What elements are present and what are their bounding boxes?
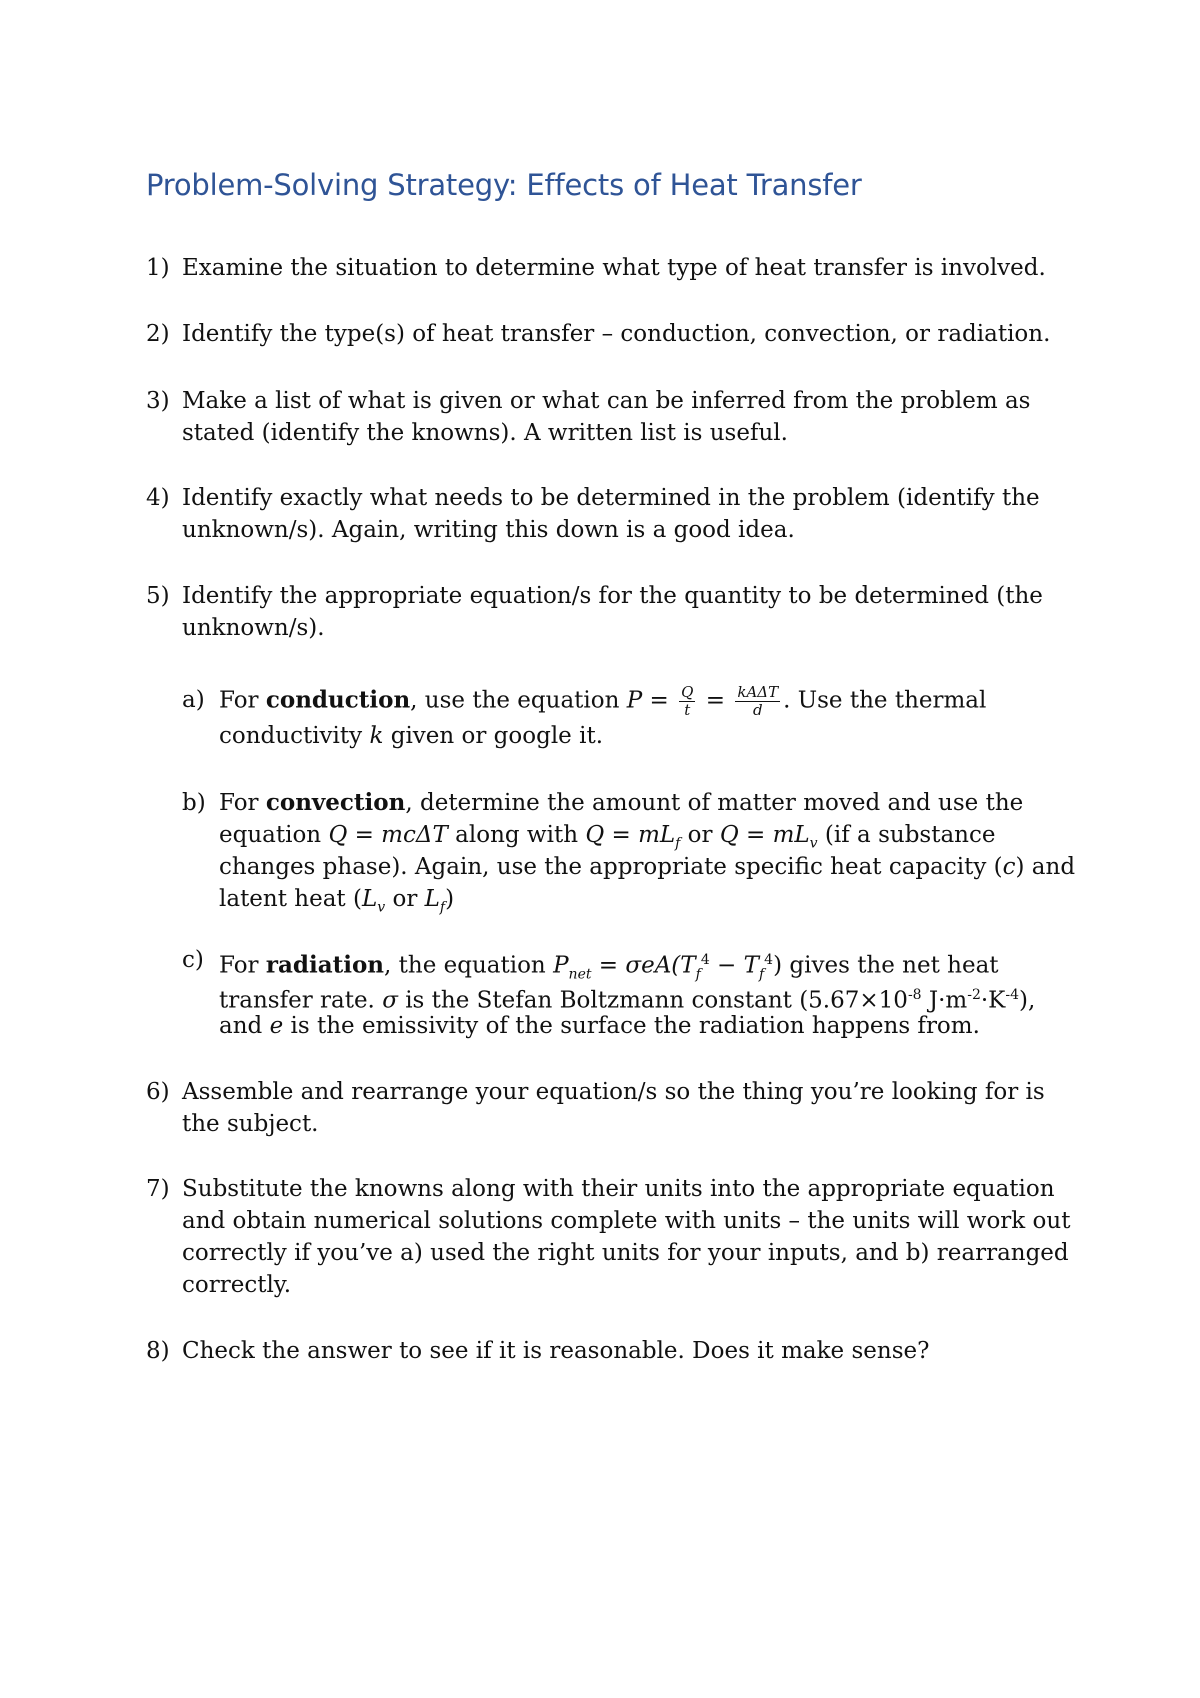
- page-title: Problem-Solving Strategy: Effects of Heat Transfer: [146, 168, 862, 202]
- step-4-text-line-1: Identify exactly what needs to be determined in the problem (identify the: [182, 485, 1040, 511]
- substep-b-line-3: changes phase). Again, use the appropriate specific heat capacity (c) and: [219, 854, 1076, 880]
- step-1-text: Examine the situation to determine what type of heat transfer is involved.: [182, 255, 1046, 281]
- fraction-q-over-t: $\frac{Q}{t}$: [681, 683, 694, 719]
- step-1-number: 1): [146, 255, 170, 281]
- substep-c-line-1: For radiation, the equation $P_{net} = \sigma eA(T_f^4 - T_f^4)$ gives the net heat: [219, 951, 999, 983]
- step-7-text-line-2: and obtain numerical solutions complete with units – the units will work out: [182, 1208, 1071, 1234]
- substep-b-label: b): [182, 790, 206, 816]
- step-4-number: 4): [146, 485, 170, 511]
- step-8-number: 8): [146, 1338, 170, 1364]
- substep-a-line-1: For conduction, use the equation P = $\frac{Q}{t}$ = $\frac{\text{kAΔT}}{d}$ . Use the thermal: [219, 683, 987, 719]
- step-7-text-line-1: Substitute the knowns along with their units into the appropriate equation: [182, 1176, 1055, 1202]
- substep-a-label: a): [182, 687, 205, 713]
- step-7-number: 7): [146, 1176, 170, 1202]
- step-2-text: Identify the type(s) of heat transfer – conduction, convection, or radiation.: [182, 321, 1051, 347]
- step-6-number: 6): [146, 1079, 170, 1105]
- step-2-number: 2): [146, 321, 170, 347]
- step-5-text-line-1: Identify the appropriate equation/s for the quantity to be determined (the: [182, 583, 1043, 609]
- step-3-text-line-2: stated (identify the knowns). A written list is useful.: [182, 420, 788, 446]
- step-6-text-line-2: the subject.: [182, 1111, 319, 1137]
- step-7-text-line-4: correctly.: [182, 1272, 292, 1298]
- step-5-text-line-2: unknown/s).: [182, 615, 325, 641]
- step-8-text: Check the answer to see if it is reasonable. Does it make sense?: [182, 1338, 930, 1364]
- substep-c-line-2: transfer rate. σ is the Stefan Boltzmann constant ($5.67\times 10^{-8}$ $J\cdot m^{-2}\cdot K^{-4}$),: [219, 987, 1036, 1014]
- substep-b-line-4: latent heat ($L_v$ or $L_f$): [219, 886, 455, 916]
- substep-c-line-3: and e is the emissivity of the surface the radiation happens from.: [219, 1013, 980, 1039]
- fraction-kadt-over-d: $\frac{\text{kAΔT}}{d}$: [737, 683, 779, 719]
- substep-a-line-2: conductivity k given or google it.: [219, 723, 604, 749]
- step-6-text-line-1: Assemble and rearrange your equation/s so the thing you’re looking for is: [182, 1079, 1045, 1105]
- step-7-text-line-3: correctly if you’ve a) used the right units for your inputs, and b) rearranged: [182, 1240, 1069, 1266]
- step-3-text-line-1: Make a list of what is given or what can be inferred from the problem as: [182, 388, 1031, 414]
- substep-b-line-1: For convection, determine the amount of matter moved and use the: [219, 789, 1024, 816]
- substep-c-label: c): [182, 947, 204, 973]
- step-5-number: 5): [146, 583, 170, 609]
- step-4-text-line-2: unknown/s). Again, writing this down is a good idea.: [182, 517, 795, 543]
- substep-b-line-2: equation Q = mcΔT along with $Q = mL_f$ or $Q = mL_v$ (if a substance: [219, 822, 996, 852]
- step-3-number: 3): [146, 388, 170, 414]
